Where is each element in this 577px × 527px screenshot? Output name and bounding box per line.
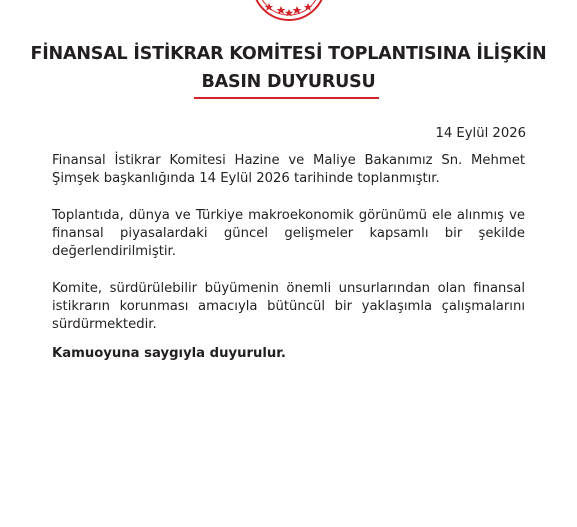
document-title-line-1: FİNANSAL İSTİKRAR KOMİTESİ TOPLANTISINA İLİŞKİN	[30, 44, 547, 64]
paragraph-committee: Komite, sürdürülebilir büyümenin önemli unsurlarından olan finansal istikrarın korunması amacıyla bütüncül bir yaklaşımla çalışmalarını sürdürmektedir.	[52, 281, 525, 332]
paragraph-meeting: Finansal İstikrar Komitesi Hazine ve Maliye Bakanımız Sn. Mehmet Şimşek başkanlığında 14 Eylül 2026 tarihinde toplanmıştır.	[52, 153, 525, 186]
title-underline	[194, 97, 379, 99]
government-seal-icon	[248, 0, 330, 22]
document-title-line-2: BASIN DUYURUSU	[201, 72, 376, 92]
paragraph-agenda: Toplantıda, dünya ve Türkiye makroekonomik görünümü ele alınmış ve finansal piyasalardaki güncel gelişmeler kapsamlı bir şekilde değerlendirilmiştir.	[52, 208, 525, 259]
document-date: 14 Eylül 2026	[435, 126, 526, 141]
closing-statement: Kamuoyuna saygıyla duyurulur.	[52, 346, 286, 361]
